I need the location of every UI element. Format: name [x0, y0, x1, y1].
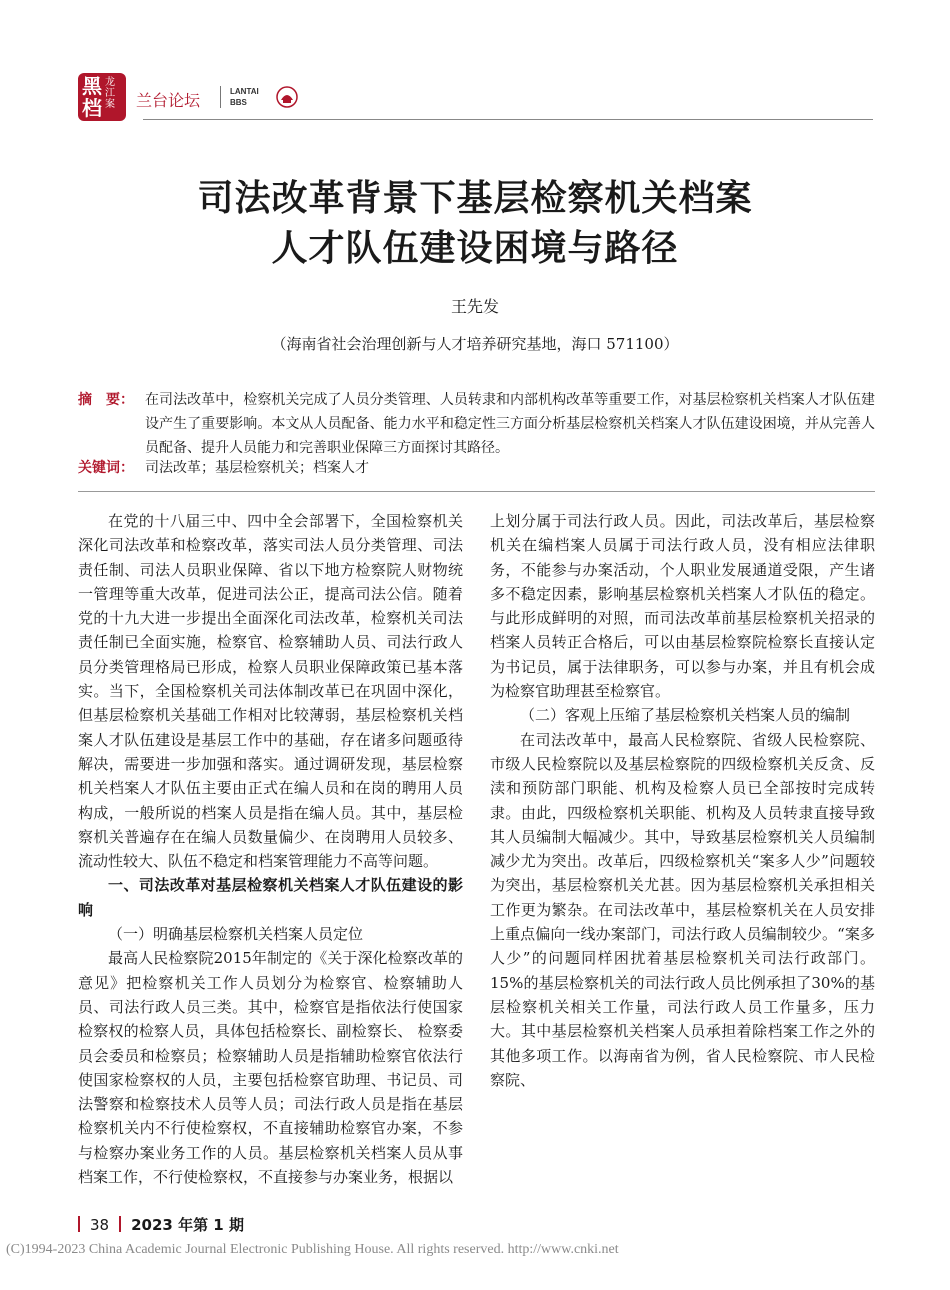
footer-bar	[119, 1216, 121, 1232]
page-number: 38	[90, 1216, 110, 1234]
subsection-heading-2: （二）客观上压缩了基层检察机关档案人员的编制	[520, 706, 851, 725]
title-line-1: 司法改革背景下基层检察机关档案	[197, 178, 753, 219]
keywords-text: 司法改革；基层检察机关；档案人才	[145, 460, 369, 476]
issue-label: 2023 年第 1 期	[131, 1216, 244, 1234]
subsection-heading-1: （一）明确基层检察机关档案人员定位	[108, 925, 364, 944]
author-affiliation: （海南省社会治理创新与人才培养研究基地，海口 571100）	[271, 335, 679, 353]
header-separator	[220, 86, 221, 108]
footer-bar	[78, 1216, 80, 1232]
abstract-label: 摘 要：	[78, 392, 134, 408]
logo-small-text: 龙江案	[105, 77, 115, 110]
lantai-bbs-label	[230, 86, 259, 108]
keywords-label: 关键词：	[78, 460, 134, 476]
page-footer	[78, 1214, 244, 1235]
abstract-text: 在司法改革中，检察机关完成了人员分类管理、人员转隶和内部机构改革等重要工作，对基层检察机关档案人才队伍建设产生了重要影响。本文从人员配备、能力水平和稳定性三方面分析基层检察机关档案人才队伍建设困境，并从完善人员配备、提升人员能力和完善职业保障三方面探讨其路径。	[145, 392, 875, 456]
paragraph-staffing: 在司法改革中，最高人民检察院、省级人民检察院、市级人民检察院以及基层检察院的四级检察机关反贪、反渎和预防部门职能、机构及检察人员已全部按时完成转隶。由此，四级检察机关职能、机构及人员转隶直接导致其人员编制大幅减少。其中，导致基层检察机关人员编制减少尤为突出。改革后，四级检察机关“案多人少”问题较为突出，基层检察机关尤甚。因为基层检察机关承担相关工作更为繁杂。在司法改革中，基层检察机关在人员安排上重点偏向一线办案部门，司法行政人员编制较少。“案多人少”的问题同样困扰着基层检察机关司法行政部门。15%的基层检察机关的司法行政人员比例承担了30%的基层检察机关相关工作量，司法行政人员工作量多，压力大。其中基层检察机关档案人员承担着除档案工作之外的其他多项工作。以海南省为例，省人民检察院、市人民检察院、	[490, 730, 875, 1089]
paragraph-intro: 在党的十八届三中、四中全会部署下，全国检察机关深化司法改革和检察改革，落实司法人员分类管理、司法责任制、司法人员职业保障、省以下地方检察院人财物统一管理等重大改革，促进司法公正，提高司法公信。随着党的十九大进一步提出全面深化司法改革，检察机关司法责任制已全面实施，检察官、检察辅助人员、司法行政人员分类管理格局已形成，检察人员职业保障政策已基本落实。当下，全国检察机关司法体制改革已在巩固中深化，但基层检察机关基础工作相对比较薄弱，基层检察机关档案人才队伍建设是基层工作中的基础，存在诸多问题亟待解决，需要进一步加强和落实。通过调研发现，基层检察机关档案人才队伍主要由正式在编人员和在岗的聘用人员构成，一般所说的档案人员是指在编人员。其中，基层检察机关普遍存在在编人员数量偏少、在岗聘用人员较多、流动性较大、队伍不稳定和档案管理能力不高等问题。	[78, 512, 463, 871]
article-title	[100, 174, 850, 274]
section-heading-1: 一、司法改革对基层检察机关档案人才队伍建设的影响	[78, 876, 463, 919]
body-column-right	[490, 509, 875, 1092]
lantai-line2: BBS	[230, 98, 247, 107]
logo-glyph-hei: 黑	[82, 74, 102, 98]
paragraph-positioning: 最高人民检察院2015年制定的《关于深化检察改革的意见》把检察机关工作人员划分为检察官、检察辅助人员、司法行政人员三类。其中，检察官是指依法行使国家检察权的检察人员，具体包括检察长、副检察长、 检察委员会委员和检察员；检察辅助人员是指辅助检察官依法行使国家检察权的人员，主要包括检察官助理、书记员、司法警察和检察技术人员等人员；司法行政人员是指在基层检察机关内不行使检察权，不直接辅助检察官办案，不参与检察办案业务工作的人员。基层检察机关档案人员从事档案工作，不行使检察权，不直接参与办案业务，根据以	[78, 949, 463, 1187]
copyright-line: (C)1994-2023 China Academic Journal Electronic Publishing House. All rights reserved. http://www.cnki.net	[6, 1242, 619, 1257]
lantai-emblem-icon	[276, 86, 298, 108]
body-column-left	[78, 509, 463, 1189]
column-name: 兰台论坛	[136, 91, 201, 110]
author-name: 王先发	[450, 297, 499, 316]
paragraph-positioning-continued: 上划分属于司法行政人员。因此，司法改革后，基层检察机关在编档案人员属于司法行政人员，没有相应法律职务，不能参与办案活动，个人职业发展通道受限，产生诸多不稳定因素，影响基层检察机关档案人才队伍的稳定。与此形成鲜明的对照，而司法改革前基层检察机关招录的档案人员转正合格后，可以由基层检察院检察长直接认定为书记员，属于法律职务，可以参与办案，并且有机会成为检察官助理甚至检察官。	[490, 512, 875, 701]
header-rule	[143, 119, 873, 120]
logo-glyph-dang: 档	[82, 96, 102, 120]
title-line-2: 人才队伍建设困境与路径	[271, 228, 679, 269]
abstract-rule	[78, 491, 875, 492]
journal-logo	[78, 73, 126, 121]
lantai-line1: LANTAI	[230, 87, 259, 96]
